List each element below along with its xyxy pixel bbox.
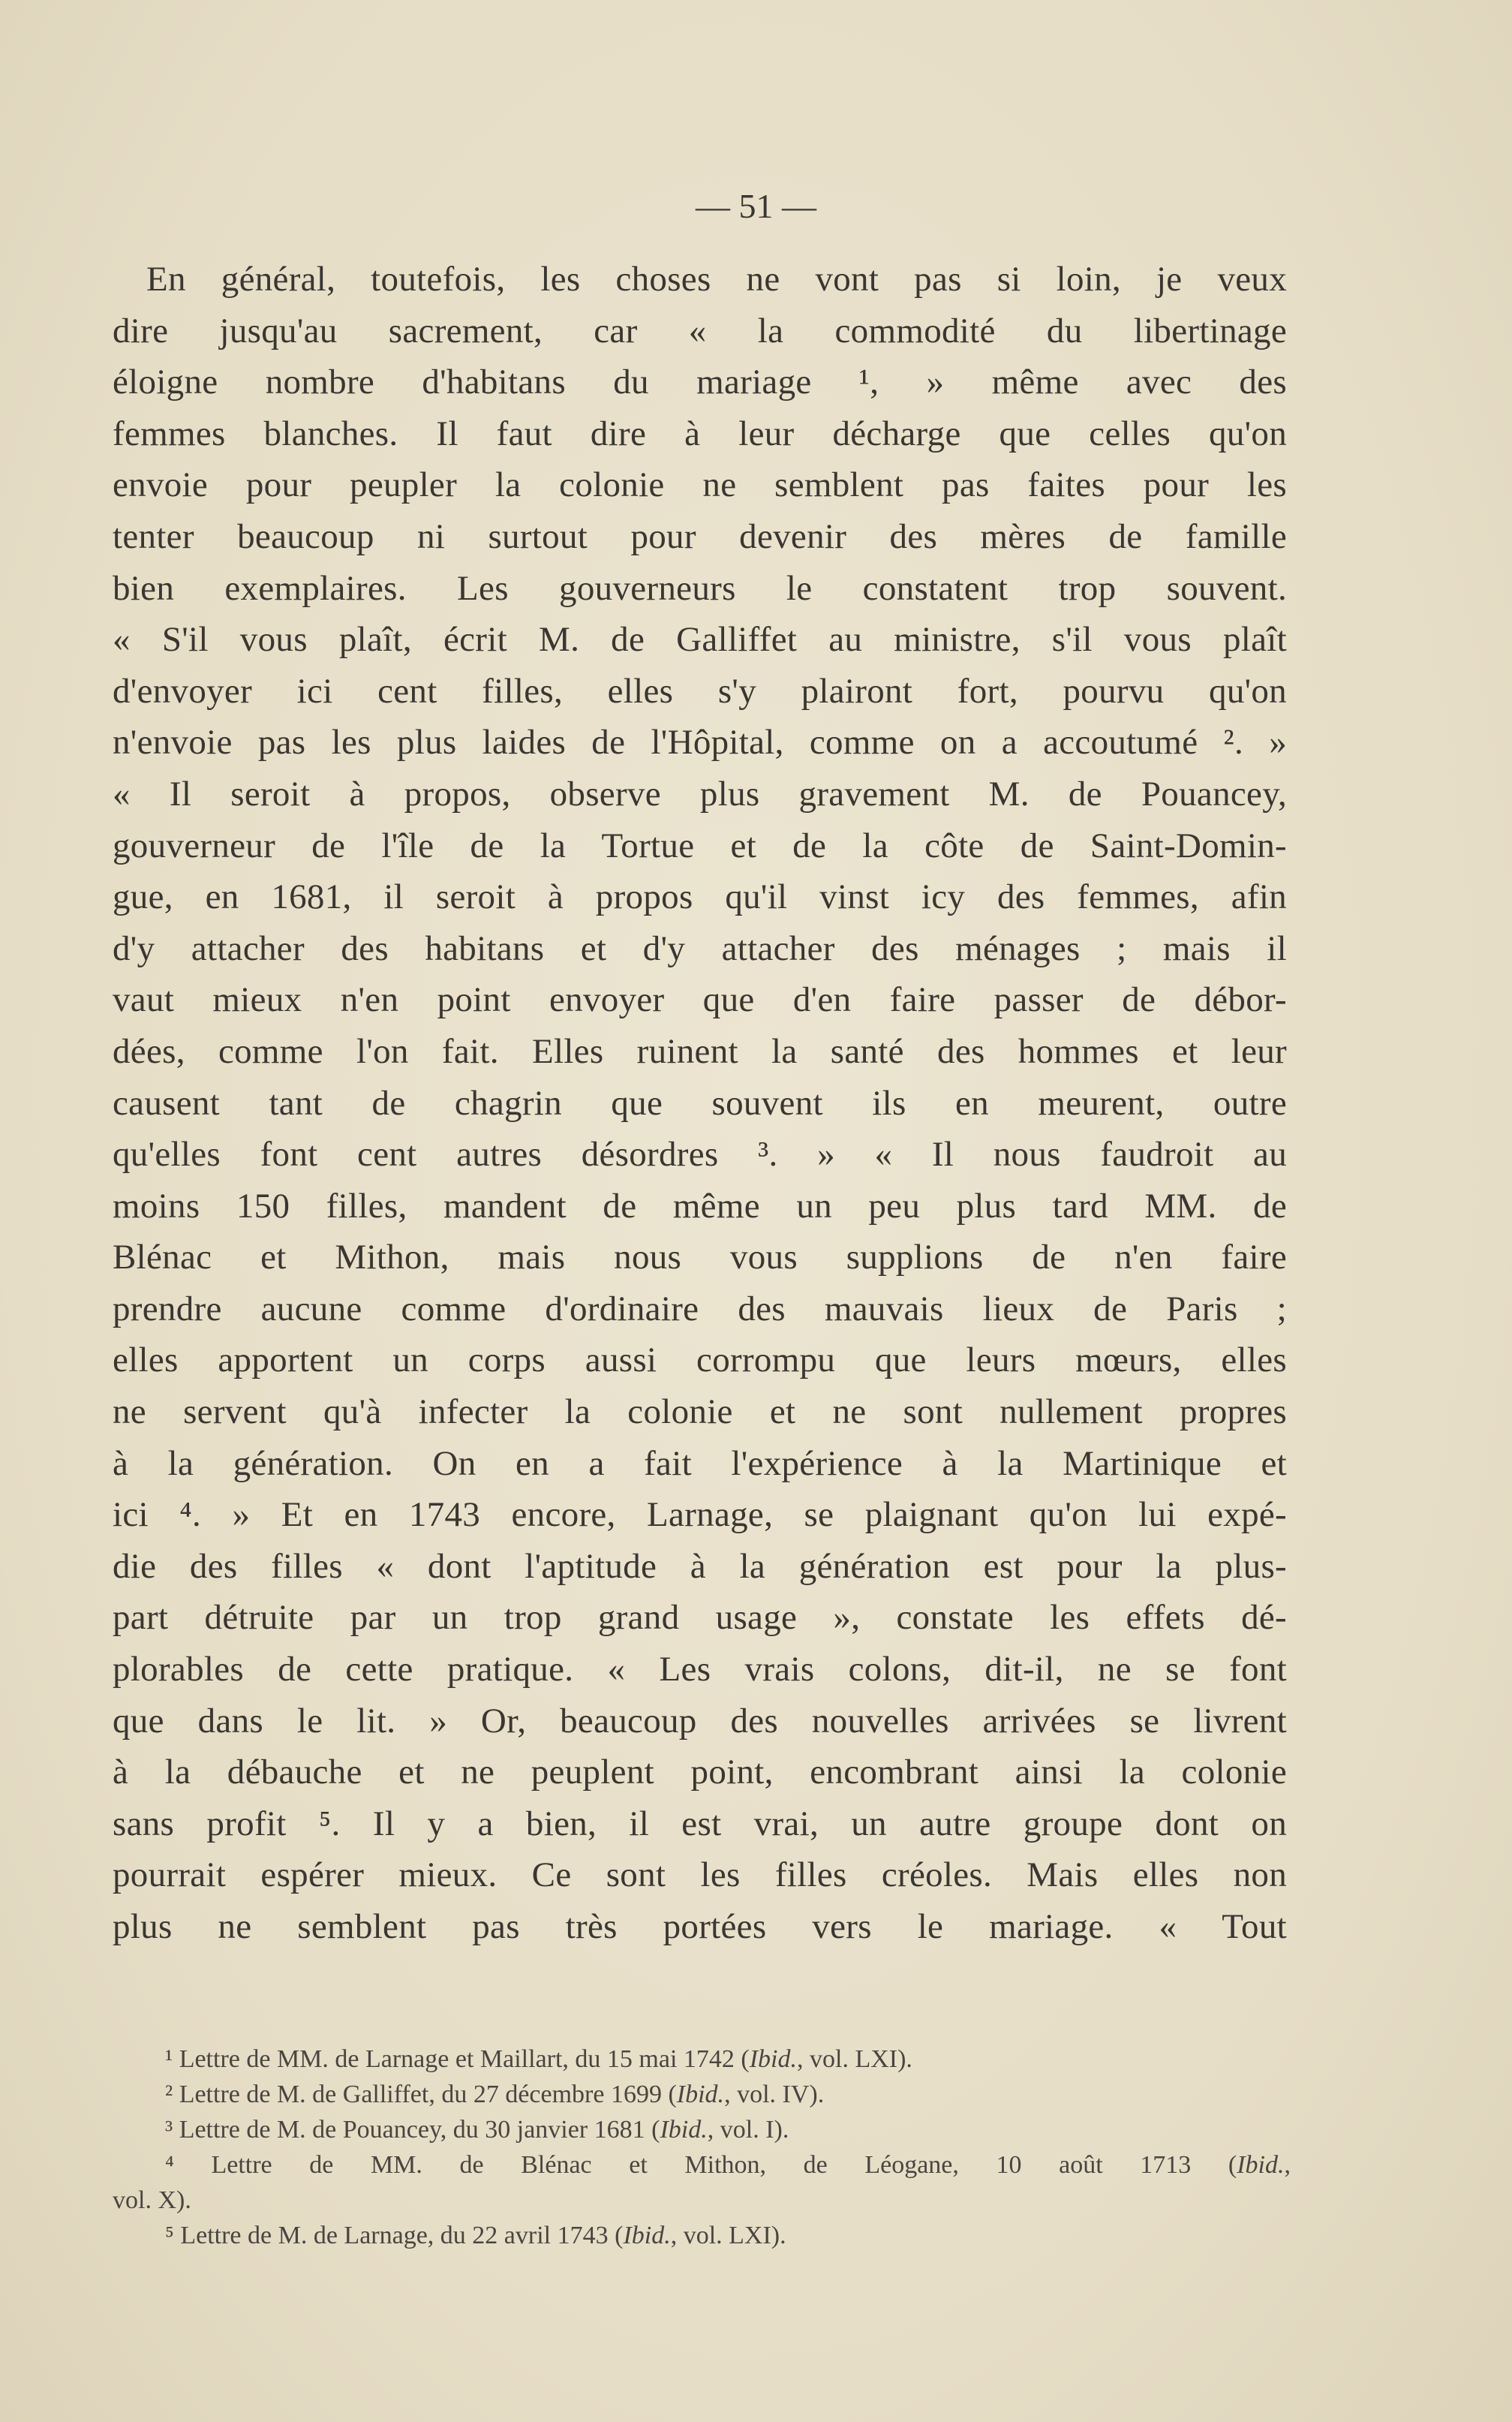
text-line: sans profit ⁵. Il y a bien, il est vrai, un autre groupe dont on	[113, 1804, 1287, 1843]
body-text	[113, 254, 1287, 1953]
footnote-5	[113, 2218, 1291, 2253]
text-line: moins 150 filles, mandent de même un peu plus tard MM. de	[113, 1186, 1287, 1226]
text-line: à la débauche et ne peuplent point, encombrant ainsi la colonie	[113, 1753, 1287, 1792]
text-line: que dans le lit. » Or, beaucoup des nouvelles arrivées se livrent	[113, 1701, 1287, 1741]
text-line: qu'elles font cent autres désordres ³. » « Il nous faudroit au	[113, 1135, 1287, 1175]
text-line: ici ⁴. » Et en 1743 encore, Larnage, se plaignant qu'on lui expé-	[113, 1495, 1287, 1535]
text-line: plorables de cette pratique. « Les vrais colons, dit-il, ne se font	[113, 1650, 1287, 1689]
text-line: n'envoie pas les plus laides de l'Hôpital, comme on a accoutumé ². »	[113, 723, 1287, 763]
text-line: « S'il vous plaît, écrit M. de Galliffet au ministre, s'il vous plaît	[113, 620, 1287, 660]
text-line: causent tant de chagrin que souvent ils en meurent, outre	[113, 1083, 1287, 1123]
footnote-text: , vol. LXI).	[797, 2045, 912, 2073]
footnote-ibid: Ibid.	[660, 2116, 708, 2144]
footnote-text: , vol. I).	[707, 2116, 789, 2144]
text-line: prendre aucune comme d'ordinaire des mauvais lieux de Paris ;	[113, 1289, 1287, 1328]
text-line: dées, comme l'on fait. Elles ruinent la santé des hommes et leur	[113, 1031, 1287, 1071]
footnotes	[113, 2041, 1291, 2253]
footnote-4	[113, 2147, 1291, 2183]
footnote-ibid: Ibid.	[1237, 2151, 1285, 2179]
footnote-text: ⁴ Lettre de MM. de Blénac et Mithon, de Léogane, 10 août 1713 (	[165, 2151, 1237, 2179]
text-line: « Il seroit à propos, observe plus gravement M. de Pouancey,	[113, 774, 1287, 814]
text-line: envoie pour peupler la colonie ne semblent pas faites pour les	[113, 465, 1287, 505]
page-number: — 51 —	[696, 187, 816, 225]
text-line: part détruite par un trop grand usage », constate les effets dé-	[113, 1598, 1287, 1638]
text-line: d'y attacher des habitans et d'y attacher des ménages ; mais il	[113, 928, 1287, 968]
text-line: éloigne nombre d'habitans du mariage ¹, » même avec des	[113, 363, 1287, 402]
text-line: tenter beaucoup ni surtout pour devenir des mères de famille	[113, 516, 1287, 556]
footnote-text: , vol. LXI).	[670, 2222, 786, 2249]
text-line: die des filles « dont l'aptitude à la génération est pour la plus-	[113, 1546, 1287, 1586]
footnote-text: ³ Lettre de M. de Pouancey, du 30 janvier 1681 (	[165, 2116, 660, 2144]
text-line: vaut mieux n'en point envoyer que d'en faire passer de débor-	[113, 980, 1287, 1020]
text-line: Blénac et Mithon, mais nous vous supplions de n'en faire	[113, 1238, 1287, 1277]
text-line: elles apportent un corps aussi corrompu que leurs mœurs, elles	[113, 1340, 1287, 1380]
footnote-text: , vol. IV).	[724, 2081, 825, 2108]
text-line: gue, en 1681, il seroit à propos qu'il vinst icy des femmes, afin	[113, 877, 1287, 917]
footnote-2	[113, 2077, 1291, 2112]
text-line: d'envoyer ici cent filles, elles s'y plairont fort, pourvu qu'on	[113, 671, 1287, 711]
text-line: pourrait espérer mieux. Ce sont les filles créoles. Mais elles non	[113, 1855, 1287, 1895]
text-line: gouverneur de l'île de la Tortue et de la côte de Saint-Domin-	[113, 826, 1287, 865]
footnote-4-continued: vol. X).	[113, 2186, 191, 2214]
footnote-3	[113, 2112, 1291, 2147]
footnote-ibid: Ibid.	[623, 2222, 671, 2249]
footnote-text: ¹ Lettre de MM. de Larnage et Maillart, du 15 mai 1742 (	[165, 2045, 750, 2073]
text-line: ne servent qu'à infecter la colonie et ne sont nullement propres	[113, 1392, 1287, 1432]
text-line: à la génération. On en a fait l'expérience à la Martinique et	[113, 1443, 1287, 1483]
text-line: En général, toutefois, les choses ne vont pas si loin, je veux	[146, 260, 1287, 299]
footnote-ibid: Ibid.	[676, 2081, 725, 2108]
footnote-text: ,	[1284, 2151, 1291, 2179]
text-line: dire jusqu'au sacrement, car « la commodité du libertinage	[113, 311, 1287, 351]
footnote-text: ² Lettre de M. de Galliffet, du 27 décembre 1699 (	[165, 2081, 677, 2108]
footnote-1	[113, 2041, 1291, 2077]
footnote-ibid: Ibid.	[749, 2045, 798, 2073]
text-line: bien exemplaires. Les gouverneurs le constatent trop souvent.	[113, 568, 1287, 608]
footnote-text: ⁵ Lettre de M. de Larnage, du 22 avril 1743 (	[165, 2222, 624, 2249]
text-line: plus ne semblent pas très portées vers le mariage. « Tout	[113, 1907, 1287, 1946]
text-line: femmes blanches. Il faut dire à leur décharge que celles qu'on	[113, 414, 1287, 453]
